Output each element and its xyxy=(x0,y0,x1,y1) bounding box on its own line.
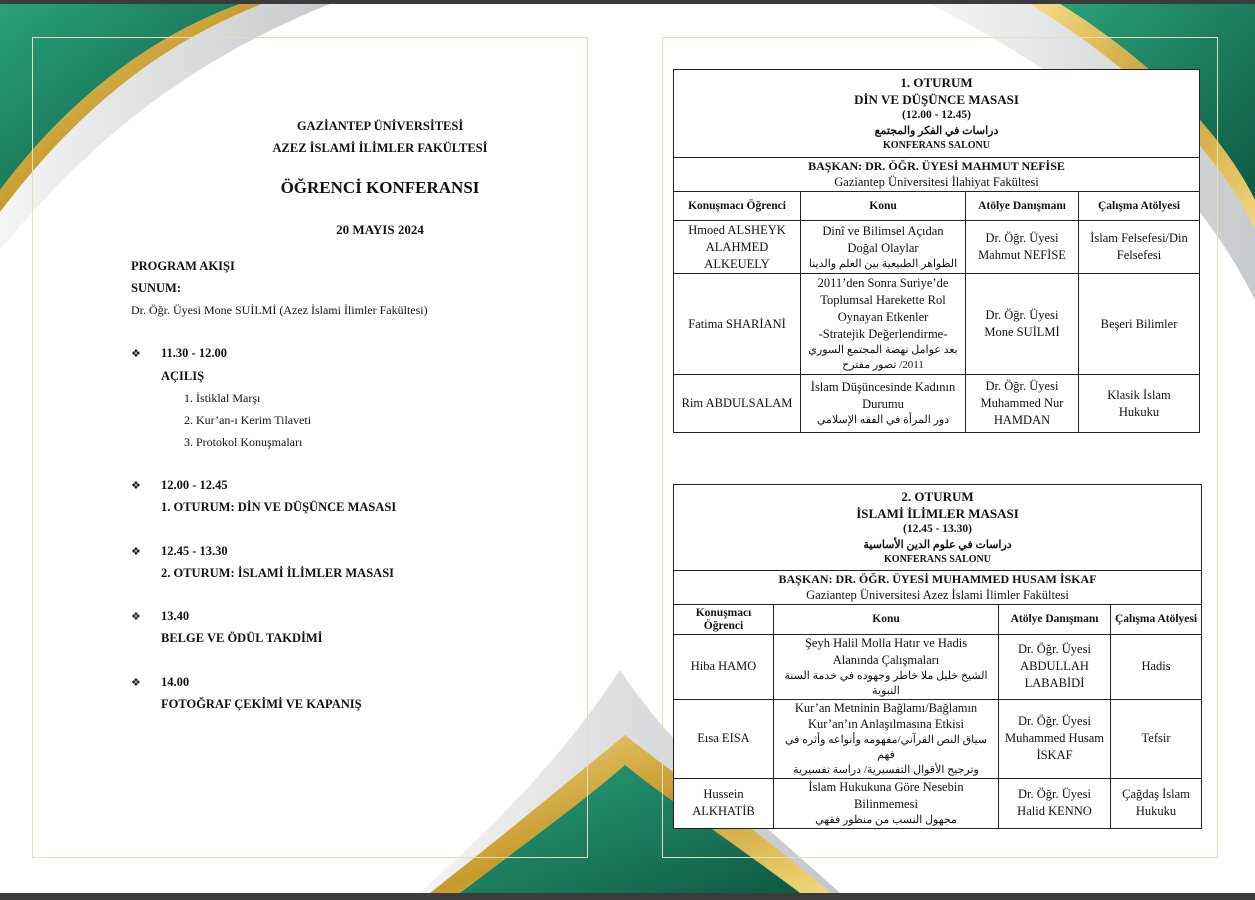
topic-arabic: الظواهر الطبيعية بين العلم والدينا xyxy=(808,257,958,270)
topic-arabic: وترجيح الأقوال التفسيرية/ دراسة تفسيرية xyxy=(793,763,979,776)
chair-name: BAŞKAN: DR. ÖĞR. ÜYESİ MUHAMMED HUSAM İSKAF xyxy=(778,572,1097,586)
topic-line: Kur’an Metninin Bağlamı/Bağlamın xyxy=(794,700,978,715)
advisor-cell xyxy=(966,274,1079,375)
header-workshop: Çalışma Atölyesi xyxy=(1079,192,1200,221)
speaker-name: Fatima SHARİANİ xyxy=(688,316,786,331)
workshop-cell xyxy=(1079,221,1200,274)
header-speaker: Konuşmacı Öğrenci xyxy=(674,192,801,221)
workshop-cell xyxy=(1079,274,1200,375)
header-workshop: Çalışma Atölyesi xyxy=(1111,605,1202,635)
topic-arabic: مجهول النسب من منظور فقهي xyxy=(815,813,957,826)
topic-cell xyxy=(801,274,966,375)
topic-cell xyxy=(774,778,999,828)
speaker-name: ALKHATİB xyxy=(692,804,755,819)
topic-arabic: سياق النص القرآني/مفهومه وأنواعه وأثره في فهم xyxy=(784,734,988,762)
table-row xyxy=(674,274,1200,375)
advisor-line: Dr. Öğr. Üyesi xyxy=(1018,787,1091,802)
topic-cell xyxy=(774,699,999,778)
advisor-cell xyxy=(999,635,1111,699)
advisor-line: Muhammed Nur xyxy=(980,396,1064,411)
chair-affiliation: Gaziantep Üniversitesi İlahiyat Fakültesi xyxy=(834,175,1039,190)
session-1-chair xyxy=(674,158,1200,192)
workshop-line: Hadis xyxy=(1141,659,1171,674)
topic-arabic: دور المرأة في الفقه الإسلامي xyxy=(816,414,950,427)
speaker-name: Hiba HAMO xyxy=(690,659,757,674)
diamond-bullet-icon: ❖ xyxy=(131,677,141,689)
speaker-name: ALKEUELY xyxy=(704,256,770,271)
topic-arabic: الشيخ خليل ملا خاطر وجهوده في خدمة السنة النبوية xyxy=(784,669,988,697)
workshop-line: Klasik İslam xyxy=(1107,387,1171,402)
session-room: KONFERANS SALONU xyxy=(884,553,991,565)
speaker-name: Hmoed ALSHEYK xyxy=(688,222,786,237)
session-name: DİN VE DÜŞÜNCE MASASI xyxy=(854,91,1019,107)
speaker-cell xyxy=(674,699,774,778)
speaker-name: Rim ABDULSALAM xyxy=(681,396,793,411)
workshop-cell xyxy=(1111,635,1202,699)
topic-line: Durumu xyxy=(862,397,904,412)
session-name: İSLAMİ İLİMLER MASASI xyxy=(856,505,1019,521)
topic-cell xyxy=(801,221,966,274)
speaker-cell xyxy=(674,221,801,274)
table-row xyxy=(674,375,1200,433)
session-2-header xyxy=(674,485,1202,571)
speaker-cell xyxy=(674,778,774,828)
topic-line: -Stratejik Değerlendirme- xyxy=(818,327,948,342)
schedule-title: FOTOĞRAF ÇEKİMİ VE KAPANIŞ xyxy=(161,697,362,711)
workshop-line: Tefsir xyxy=(1141,731,1171,746)
program-heading: PROGRAM AKIŞI xyxy=(131,259,235,273)
session-number: 1. OTURUM xyxy=(900,74,973,90)
schedule-time: 12.00 - 12.45 xyxy=(161,478,228,492)
left-page xyxy=(0,0,620,900)
workshop-line: Hukuku xyxy=(1135,804,1177,819)
advisor-cell xyxy=(966,375,1079,433)
topic-line: Dinî ve Bilimsel Açıdan xyxy=(822,223,944,238)
advisor-line: İSKAF xyxy=(1036,748,1073,763)
schedule-time: 12.45 - 13.30 xyxy=(161,544,228,558)
conference-date: 20 MAYIS 2024 xyxy=(336,222,424,237)
advisor-line: Mahmut NEFİSE xyxy=(978,248,1066,263)
advisor-line: Dr. Öğr. Üyesi xyxy=(1018,714,1091,729)
header-topic: Konu xyxy=(801,192,966,221)
diamond-bullet-icon: ❖ xyxy=(131,348,141,360)
schedule-time: 14.00 xyxy=(161,675,190,689)
topic-cell xyxy=(774,635,999,699)
advisor-cell xyxy=(999,699,1111,778)
topic-line: Toplumsal Harekette Rol xyxy=(820,293,946,308)
workshop-cell xyxy=(1079,375,1200,433)
workshop-line: İslam Felsefesi/Din xyxy=(1090,231,1188,246)
session-arabic-name: دراسات في علوم الدين الأساسية xyxy=(863,538,1012,551)
workshop-line: Felsefesi xyxy=(1116,248,1162,263)
header-speaker: Konuşmacı Öğrenci xyxy=(674,605,774,635)
table-row xyxy=(674,221,1200,274)
table-row xyxy=(674,635,1202,699)
table-row xyxy=(674,778,1202,828)
advisor-line: Dr. Öğr. Üyesi xyxy=(985,379,1059,394)
advisor-line: Dr. Öğr. Üyesi xyxy=(985,231,1059,246)
topic-cell xyxy=(801,375,966,433)
advisor-line: LABABİDİ xyxy=(1024,676,1085,691)
session-arabic-name: دراسات في الفكر والمجتمع xyxy=(874,124,999,137)
advisor-line: Dr. Öğr. Üyesi xyxy=(1018,642,1091,657)
diamond-bullet-icon: ❖ xyxy=(131,546,141,558)
topic-line: Doğal Olaylar xyxy=(847,240,919,255)
diamond-bullet-icon: ❖ xyxy=(131,611,141,623)
conference-title: ÖĞRENCİ KONFERANSI xyxy=(280,178,480,197)
schedule-title: AÇILIŞ xyxy=(161,369,205,383)
presenter-name: Dr. Öğr. Üyesi Mone SUİLMİ (Azez İslami İlimler Fakültesi) xyxy=(131,303,428,317)
topic-line: Kur’an’ın Anlaşılmasına Etkisi xyxy=(808,717,964,732)
university-name: GAZİANTEP ÜNİVERSİTESİ xyxy=(296,119,464,133)
session-number: 2. OTURUM xyxy=(901,488,974,504)
workshop-cell xyxy=(1111,778,1202,828)
bottom-edge xyxy=(0,893,1255,900)
topic-arabic: بعد عوامل نهضة المجتمع السوري xyxy=(808,343,958,356)
schedule-time: 13.40 xyxy=(161,609,190,623)
diamond-bullet-icon: ❖ xyxy=(131,480,141,492)
topic-line: İslam Hukukuna Göre Nesebin xyxy=(808,779,964,794)
schedule-title: 2. OTURUM: İSLAMİ İLİMLER MASASI xyxy=(161,566,395,580)
topic-line: 2011’den Sonra Suriye’de xyxy=(817,276,949,291)
speaker-cell xyxy=(674,274,801,375)
advisor-line: Halid KENNO xyxy=(1017,804,1092,819)
topic-line: Şeyh Halil Molla Hatır ve Hadis xyxy=(804,636,968,651)
advisor-line: HAMDAN xyxy=(993,413,1051,427)
advisor-line: Mone SUİLMİ xyxy=(984,325,1060,340)
session-time: (12.00 - 12.45) xyxy=(902,109,971,122)
presenter-heading: SUNUM: xyxy=(131,281,181,295)
advisor-cell xyxy=(999,778,1111,828)
chair-name: BAŞKAN: DR. ÖĞR. ÜYESİ MAHMUT NEFİSE xyxy=(808,159,1065,173)
opening-subitem: 3. Protokol Konuşmaları xyxy=(184,435,303,449)
header-advisor: Atölye Danışmanı xyxy=(966,192,1079,221)
topic-line: Oynayan Etkenler xyxy=(837,310,929,325)
topic-line: Alanında Çalışmaları xyxy=(832,652,940,667)
session-2-table xyxy=(673,484,1202,829)
speaker-name: ALAHMED xyxy=(705,239,769,254)
advisor-line: Muhammed Husam xyxy=(1005,731,1104,746)
schedule-time: 11.30 - 12.00 xyxy=(161,346,227,360)
topic-arabic: 2011/ تصور مقترح xyxy=(842,358,924,371)
session-2-chair xyxy=(674,571,1202,605)
session-time: (12.45 - 13.30) xyxy=(903,523,973,536)
workshop-line: Beşeri Bilimler xyxy=(1100,316,1178,331)
opening-subitem: 2. Kur’an-ı Kerim Tilaveti xyxy=(184,413,312,427)
table-row xyxy=(674,699,1202,778)
topic-line: Bilinmemesi xyxy=(854,796,918,811)
faculty-name: AZEZ İSLAMİ İLİMLER FAKÜLTESİ xyxy=(272,141,488,155)
speaker-cell xyxy=(674,375,801,433)
schedule-title: BELGE VE ÖDÜL TAKDİMİ xyxy=(161,631,323,645)
session-room: KONFERANS SALONU xyxy=(883,139,990,151)
schedule-title: 1. OTURUM: DİN VE DÜŞÜNCE MASASI xyxy=(161,500,397,514)
workshop-cell xyxy=(1111,699,1202,778)
speaker-cell xyxy=(674,635,774,699)
opening-subitem: 1. İstiklal Marşı xyxy=(184,391,261,405)
topic-line: İslam Düşüncesinde Kadının xyxy=(810,380,956,395)
chair-affiliation: Gaziantep Üniversitesi Azez İslami İlimler Fakültesi xyxy=(806,588,1069,603)
header-topic: Konu xyxy=(774,605,999,635)
advisor-line: ABDULLAH xyxy=(1020,659,1089,674)
speaker-name: Hussein xyxy=(703,787,744,802)
advisor-line: Dr. Öğr. Üyesi xyxy=(985,308,1059,323)
workshop-line: Çağdaş İslam xyxy=(1122,787,1190,802)
speaker-name: Eısa EISA xyxy=(697,731,750,746)
advisor-cell xyxy=(966,221,1079,274)
header-advisor: Atölye Danışmanı xyxy=(999,605,1111,635)
workshop-line: Hukuku xyxy=(1118,404,1160,419)
session-1-header xyxy=(674,70,1200,158)
session-1-table xyxy=(673,69,1200,433)
